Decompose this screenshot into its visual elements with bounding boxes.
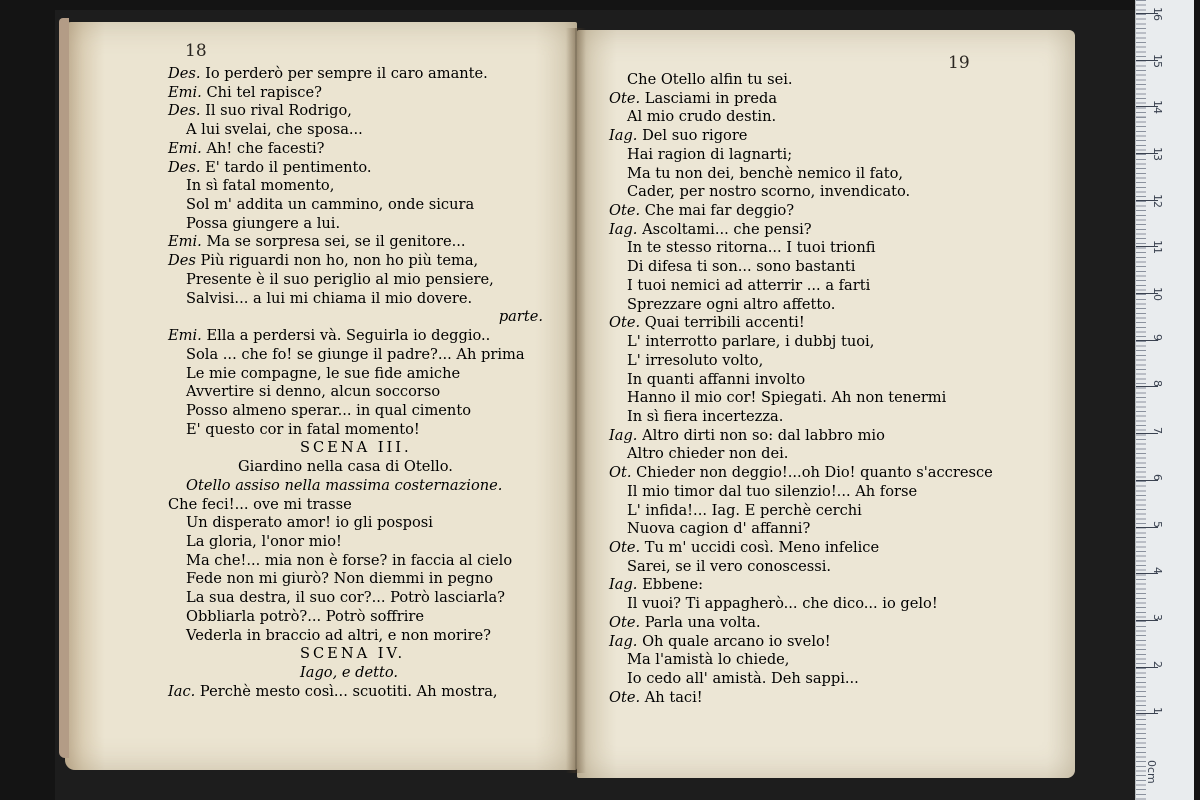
line-text: Che feci!... ove mi trasse xyxy=(168,495,352,513)
ruler-number: 2 xyxy=(1151,660,1164,668)
line-text: L' infida!... Iag. E perchè cerchi xyxy=(627,501,862,519)
ruler-number: 11 xyxy=(1151,240,1164,255)
line-text: Ah taci! xyxy=(640,688,703,706)
line-text: Obbliarla potrò?... Potrò soffrire xyxy=(186,607,424,625)
line-text: Giardino nella casa di Otello. xyxy=(238,458,453,476)
line-text: Oh quale arcano io svelo! xyxy=(637,632,831,650)
line-text: SCENA III. xyxy=(300,439,412,457)
line-text: parte. xyxy=(498,308,543,326)
text-line xyxy=(168,196,543,215)
line-text: Ma tu non dei, benchè nemico il fato, xyxy=(627,164,904,182)
text-line xyxy=(609,221,993,240)
ruler-number: 13 xyxy=(1151,146,1164,161)
text-line xyxy=(609,576,993,595)
text-line xyxy=(168,121,543,140)
ruler-number: 4 xyxy=(1151,567,1164,575)
line-text: Parla una volta. xyxy=(640,613,761,631)
text-line xyxy=(168,496,543,515)
text-line xyxy=(609,314,993,333)
line-text: Avvertire si denno, alcun soccorso xyxy=(186,383,441,401)
line-text: Io cedo all' amistà. Deh sappi... xyxy=(627,670,859,687)
text-line xyxy=(168,102,543,121)
text-line xyxy=(168,421,543,440)
text-line xyxy=(168,458,543,477)
line-text: Nuova cagion d' affanni? xyxy=(627,520,811,538)
text-line xyxy=(168,252,543,271)
ruler-number: 14 xyxy=(1151,100,1164,115)
text-line xyxy=(168,215,543,234)
line-text: Otello assiso nella massima costernazione. xyxy=(186,476,503,494)
text-line xyxy=(609,633,993,652)
book-gutter xyxy=(566,28,586,773)
text-line xyxy=(168,589,543,608)
ruler-number: 10 xyxy=(1151,287,1164,301)
text-line xyxy=(168,346,543,365)
line-text: Il suo rival Rodrigo, xyxy=(200,102,352,120)
line-text: La sua destra, il suo cor?... Potrò lasciarla? xyxy=(186,589,505,607)
ruler-number: 1 xyxy=(1151,707,1164,715)
line-text: L' interrotto parlare, i dubbj tuoi, xyxy=(627,333,875,351)
right-page-text xyxy=(609,71,993,707)
speaker-label: Iag. xyxy=(609,220,638,238)
text-line xyxy=(609,539,993,558)
line-text: Ma l'amistà lo chiede, xyxy=(627,651,790,669)
text-line xyxy=(168,233,543,252)
ruler-number: 3 xyxy=(1151,613,1164,621)
speaker-label: Ote. xyxy=(609,314,641,332)
ruler-number: 12 xyxy=(1151,193,1164,208)
speaker-label: Emi. xyxy=(168,327,202,345)
speaker-label: Ot. xyxy=(609,464,632,482)
ruler-number: 8 xyxy=(1151,380,1164,388)
line-text: I tuoi nemici ad atterrir ... a farti xyxy=(627,276,871,294)
text-line xyxy=(168,608,543,627)
text-line xyxy=(168,570,543,589)
line-text: Sarei, se il vero conoscessi. xyxy=(627,557,832,575)
line-text: Sol m' addita un cammino, onde sicura xyxy=(186,196,475,214)
speaker-label: Iag. xyxy=(609,576,638,594)
left-page-number: 18 xyxy=(185,41,207,61)
text-line xyxy=(609,445,993,464)
text-line xyxy=(168,627,543,646)
text-line xyxy=(609,296,993,315)
text-line xyxy=(609,258,993,277)
text-line xyxy=(609,595,993,614)
line-text: Le mie compagne, le sue fide amiche xyxy=(186,364,461,382)
line-text: L' irresoluto volto, xyxy=(627,351,764,369)
text-line xyxy=(168,477,543,496)
text-line xyxy=(168,177,543,196)
text-line xyxy=(609,558,993,577)
text-line xyxy=(609,352,993,371)
text-line xyxy=(609,651,993,670)
line-text: Ebbene: xyxy=(637,576,704,594)
text-line xyxy=(168,271,543,290)
line-text: Sola ... che fo! se giunge il padre?... Ah prima xyxy=(186,345,525,363)
line-text: Il vuoi? Ti appagherò... che dico... io gelo! xyxy=(627,595,938,613)
line-text: Hai ragion di lagnarti; xyxy=(627,145,793,163)
line-text: Vederla in braccio ad altri, e non morire? xyxy=(186,626,492,644)
text-line xyxy=(609,277,993,296)
line-text: Ah! che facesti? xyxy=(201,139,325,157)
line-text: In te stesso ritorna... I tuoi trionfi xyxy=(627,239,876,257)
line-text: Altro chieder non dei. xyxy=(627,445,789,463)
line-text: A lui svelai, che sposa... xyxy=(186,121,363,139)
line-text: Ma che!... mia non è forse? in faccia al cielo xyxy=(186,551,513,569)
line-text: Hanno il mio cor! Spiegati. Ah non tenermi xyxy=(627,389,947,407)
ruler-number: 16 xyxy=(1151,6,1164,21)
line-text: Altro dirti non so: dal labbro mio xyxy=(637,426,885,444)
text-line xyxy=(609,183,993,202)
text-line xyxy=(609,90,993,109)
speaker-label: Des xyxy=(168,252,196,270)
speaker-label: Ote. xyxy=(609,613,641,631)
ruler-number: 5 xyxy=(1151,520,1164,528)
speaker-label: Emi. xyxy=(168,139,202,157)
text-line xyxy=(168,439,543,458)
text-line xyxy=(168,65,543,84)
text-line xyxy=(609,127,993,146)
text-line xyxy=(168,683,543,702)
ruler-number: 6 xyxy=(1151,473,1164,481)
line-text: In sì fiera incertezza. xyxy=(627,407,784,425)
line-text: Cader, per nostro scorno, invendicato. xyxy=(627,183,911,201)
speaker-label: Ote. xyxy=(609,688,641,706)
ruler-zero-label: 0cm xyxy=(1145,760,1158,784)
speaker-label: Emi. xyxy=(168,233,202,251)
text-line xyxy=(168,664,543,683)
text-line xyxy=(168,84,543,103)
text-line xyxy=(609,614,993,633)
text-line xyxy=(609,371,993,390)
line-text: Che mai far deggio? xyxy=(640,202,795,220)
line-text: Più riguardi non ho, non ho più tema, xyxy=(195,252,479,270)
text-line xyxy=(609,239,993,258)
measuring-ruler xyxy=(1135,0,1194,800)
text-line xyxy=(168,383,543,402)
speaker-label: Emi. xyxy=(168,83,202,101)
speaker-label: Des. xyxy=(168,158,201,176)
speaker-label: Iag. xyxy=(609,426,638,444)
line-text: Ma se sorpresa sei, se il genitore... xyxy=(201,233,466,251)
text-line xyxy=(168,140,543,159)
line-text: Salvisi... a lui mi chiama il mio dovere. xyxy=(186,289,473,307)
line-text: Un disperato amor! io gli posposi xyxy=(186,514,433,532)
text-line xyxy=(168,514,543,533)
text-line xyxy=(168,308,543,327)
speaker-label: Ote. xyxy=(609,202,641,220)
text-line xyxy=(168,533,543,552)
line-text: Ascoltami... che pensi? xyxy=(637,220,812,238)
line-text: La gloria, l'onor mio! xyxy=(186,532,342,550)
text-line xyxy=(609,71,993,90)
text-line xyxy=(609,408,993,427)
line-text: Fede non mi giurò? Non diemmi in pegno xyxy=(186,570,494,588)
text-line xyxy=(609,464,993,483)
ruler-number: 7 xyxy=(1151,427,1164,435)
line-text: Chieder non deggio!...oh Dio! quanto s'accresce xyxy=(631,464,993,482)
line-text: Possa giungere a lui. xyxy=(186,214,341,232)
text-line xyxy=(609,427,993,446)
text-line xyxy=(609,483,993,502)
line-text: Sprezzare ogni altro affetto. xyxy=(627,295,836,313)
line-text: Chi tel rapisce? xyxy=(201,83,322,101)
line-text: E' tardo il pentimento. xyxy=(200,158,372,176)
line-text: Posso almeno sperar... in qual cimento xyxy=(186,401,471,419)
line-text: In sì fatal momento, xyxy=(186,177,335,195)
line-text: Iago, e detto. xyxy=(300,664,399,681)
text-line xyxy=(168,552,543,571)
line-text: Al mio crudo destin. xyxy=(627,108,777,126)
left-page-text xyxy=(168,65,543,701)
line-text: E' questo cor in fatal momento! xyxy=(186,420,420,438)
text-line xyxy=(609,108,993,127)
speaker-label: Iag. xyxy=(609,632,638,650)
text-line xyxy=(168,290,543,309)
speaker-label: Ote. xyxy=(609,89,641,107)
line-text: Ella a perdersi và. Seguirla io deggio.. xyxy=(201,327,491,345)
text-line xyxy=(609,670,993,689)
line-text: Io perderò per sempre il caro amante. xyxy=(200,65,488,82)
line-text: Quai terribili accenti! xyxy=(640,314,805,332)
text-line xyxy=(168,365,543,384)
text-line xyxy=(609,202,993,221)
line-text: Presente è il suo periglio al mio pensiere, xyxy=(186,270,494,288)
line-text: Del suo rigore xyxy=(637,127,748,145)
line-text: Che Otello alfin tu sei. xyxy=(627,71,793,88)
speaker-label: Des. xyxy=(168,65,201,82)
text-line xyxy=(609,333,993,352)
text-line xyxy=(609,502,993,521)
ruler-number: 9 xyxy=(1151,333,1164,341)
line-text: Di difesa ti son... sono bastanti xyxy=(627,258,856,276)
text-line xyxy=(609,146,993,165)
speaker-label: Ote. xyxy=(609,538,641,556)
text-line xyxy=(609,165,993,184)
speaker-label: Iac. xyxy=(168,682,196,700)
line-text: Il mio timor dal tuo silenzio!... Ah forse xyxy=(627,482,918,500)
line-text: In quanti affanni involto xyxy=(627,370,806,388)
text-line xyxy=(609,689,993,708)
text-line xyxy=(609,389,993,408)
text-line xyxy=(609,520,993,539)
ruler-number: 15 xyxy=(1151,53,1164,68)
right-page-number: 19 xyxy=(948,53,970,73)
speaker-label: Des. xyxy=(168,102,201,120)
line-text: Tu m' uccidi così. Meno infelice xyxy=(640,538,880,556)
speaker-label: Iag. xyxy=(609,127,638,145)
text-line xyxy=(168,645,543,664)
line-text: SCENA IV. xyxy=(300,645,406,663)
text-line xyxy=(168,402,543,421)
line-text: Lasciami in preda xyxy=(640,89,778,107)
text-line xyxy=(168,327,543,346)
text-line xyxy=(168,159,543,178)
line-text: Perchè mesto così... scuotiti. Ah mostra, xyxy=(195,682,498,700)
